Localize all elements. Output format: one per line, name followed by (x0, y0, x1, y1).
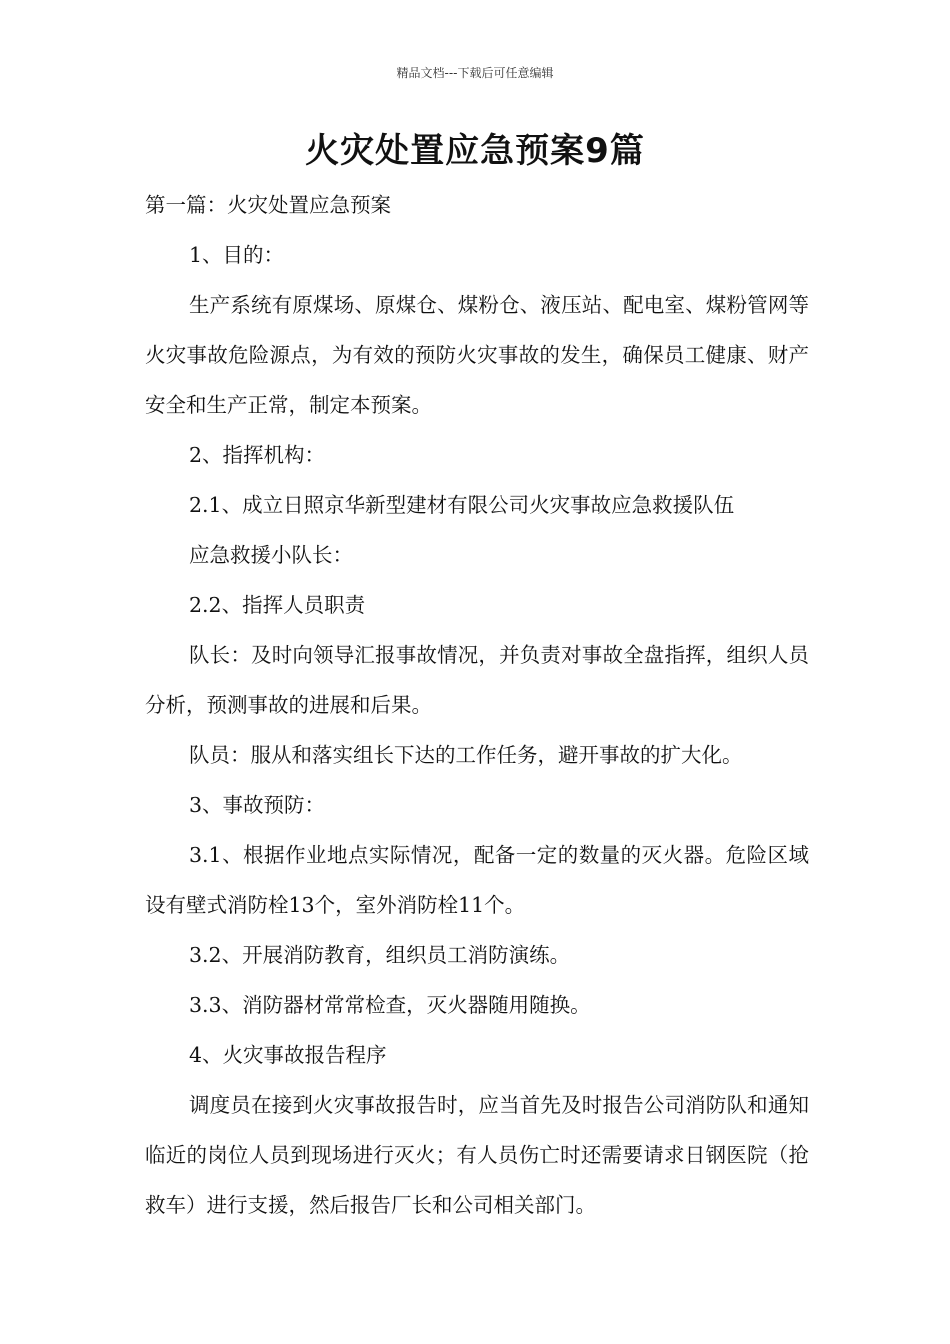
paragraph-command-heading: 2、指挥机构： (189, 443, 326, 467)
paragraph-report-procedure: 调度员在接到火灾事故报告时，应当首先及时报告公司消防队和通知临近的岗位人员到现场进行灭火；有人员伤亡时还需要请求日钢医院（抢救车）进行支援，然后报告厂长和公司相关部门。 (145, 1093, 809, 1217)
paragraph-team-leader: 应急救援小队长： (189, 543, 353, 567)
paragraph-leader-duty: 队长：及时向领导汇报事故情况，并负责对事故全盘指挥，组织人员分析，预测事故的进展和后果。 (145, 643, 809, 717)
paragraph-2-1: 2.1、成立日照京华新型建材有限公司火灾事故应急救援队伍 (189, 493, 735, 517)
paragraph-3-1: 3.1、根据作业地点实际情况，配备一定的数量的灭火器。危险区域设有壁式消防栓13个，室外消防栓11个。 (145, 843, 809, 917)
paragraph-purpose: 生产系统有原煤场、原煤仓、煤粉仓、液压站、配电室、煤粉管网等火灾事故危险源点，为有效的预防火灾事故的发生，确保员工健康、财产安全和生产正常，制定本预案。 (145, 293, 809, 417)
paragraph-2-2: 2.2、指挥人员职责 (189, 593, 366, 617)
paragraph-3-3: 3.3、消防器材常常检查，灭火器随用随换。 (189, 993, 591, 1017)
document-body (145, 180, 809, 1230)
paragraph-member-duty: 队员：服从和落实组长下达的工作任务，避开事故的扩大化。 (189, 743, 743, 767)
paragraph-purpose-heading: 1、目的： (189, 243, 285, 267)
paragraph-prevention-heading: 3、事故预防： (189, 793, 326, 817)
paragraph-report-heading: 4、火灾事故报告程序 (189, 1043, 387, 1067)
document-title: 火灾处置应急预案9篇 (305, 131, 645, 171)
header-note: 精品文档---下载后可任意编辑 (396, 66, 554, 80)
section-heading: 第一篇：火灾处置应急预案 (145, 193, 391, 217)
paragraph-3-2: 3.2、开展消防教育，组织员工消防演练。 (189, 943, 571, 967)
